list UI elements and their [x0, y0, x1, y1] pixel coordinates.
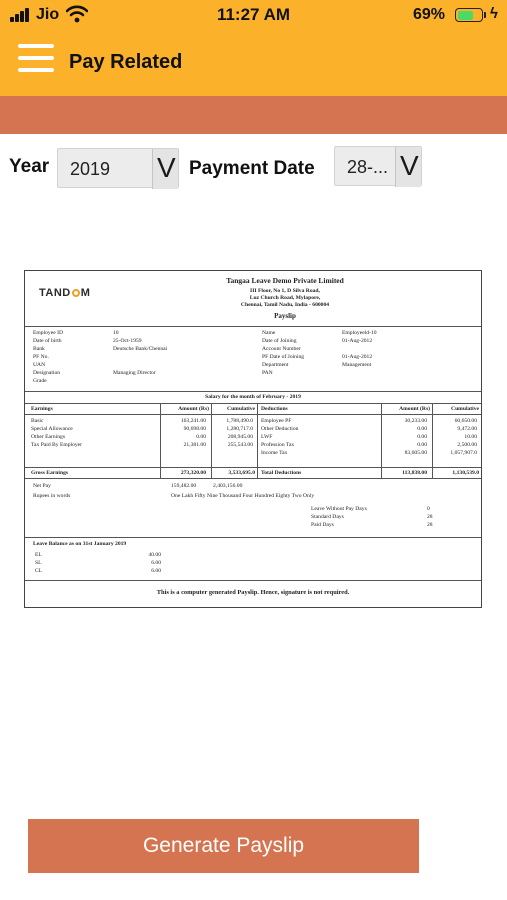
days-value: 28 [427, 514, 433, 520]
deduction-amount: 30,233.00 [404, 418, 427, 424]
deductions-cumulative-header: Cumulative [451, 406, 479, 412]
total-deductions-label: Total Deductions [261, 470, 302, 476]
payslip-footer-note: This is a computer generated Payslip. Hence, signature is not required. [156, 589, 350, 596]
charging-icon: ϟ [490, 5, 498, 22]
deductions-amount-header: Amount (Rs) [399, 406, 430, 412]
earning-cumulative: 255,543.00 [227, 442, 253, 448]
leave-type: SL [35, 560, 42, 566]
divider [25, 580, 481, 581]
company-address-line: Luz Church Road, Mylapore, [249, 295, 321, 301]
menu-icon[interactable] [18, 44, 54, 72]
payment-date-label: Payment Date [189, 158, 315, 179]
battery-icon [455, 8, 483, 22]
earning-amount: 90,698.00 [183, 426, 206, 432]
divider [25, 403, 481, 404]
deduction-cumulative: 2,500.00 [457, 442, 477, 448]
info-value: Employeeld-10 [342, 330, 377, 336]
info-label: Account Number [262, 346, 301, 352]
info-label: Employee ID [33, 330, 63, 336]
deduction-name: Profession Tax [261, 442, 295, 448]
generate-payslip-button[interactable]: Generate Payslip [28, 819, 419, 873]
info-value: 01-Aug-2012 [342, 354, 373, 360]
total-deductions-cumulative: 1,130,539.0 [452, 470, 479, 476]
info-value: Deutsche Bank/Chennai [113, 346, 168, 352]
gross-earnings-amount: 273,320.00 [180, 470, 206, 476]
divider [25, 391, 481, 392]
deduction-cumulative: 60,650.00 [454, 418, 477, 424]
salary-period: Salary for the month of February - 2019 [205, 394, 301, 400]
days-value: 28 [427, 522, 433, 528]
year-dropdown[interactable] [57, 148, 179, 188]
deduction-name: Other Deduction [261, 426, 299, 432]
earning-name: Special Allowance [31, 426, 73, 432]
days-value: 0 [427, 506, 430, 512]
info-label: PAN [262, 370, 273, 376]
days-label: Standard Days [311, 514, 344, 520]
company-address-line: Chennai, Tamil Nadu, India - 600004 [240, 302, 330, 308]
deductions-header: Deductions [261, 406, 288, 412]
year-label: Year [9, 156, 50, 177]
net-pay-amount: 159,482.00 [171, 483, 197, 489]
divider [25, 537, 481, 538]
chevron-down-icon[interactable]: V [395, 147, 421, 187]
leave-balance-title: Leave Balance as on 31st January 2019 [33, 541, 127, 547]
net-pay-cumulative: 2,403,156.00 [213, 483, 243, 489]
info-label: UAN [33, 362, 46, 368]
company-address-line: III Floor, No 1, D Silva Road, [250, 288, 320, 294]
company-logo: TAND M [39, 287, 91, 299]
net-pay-label: Net Pay [33, 483, 51, 489]
info-value: 25-Oct-1959 [113, 338, 142, 344]
status-bar [0, 0, 507, 32]
earning-cumulative: 208,945.00 [227, 434, 253, 440]
deduction-amount: 0.00 [417, 434, 427, 440]
deduction-name: Employee PF [261, 418, 292, 424]
earning-cumulative: 1,788,490.0 [226, 418, 253, 424]
column-divider [257, 403, 258, 478]
accent-band [0, 96, 507, 134]
info-value: Managing Director [113, 370, 156, 376]
divider [25, 414, 481, 415]
chevron-down-icon[interactable]: V [152, 149, 178, 189]
info-label: PF No. [33, 354, 49, 360]
divider [25, 467, 481, 468]
payslip-preview [24, 270, 482, 608]
total-deductions-amount: 113,838.00 [402, 470, 427, 476]
info-label: PF Date of Joining [262, 354, 305, 360]
earning-cumulative: 1,280,717.0 [226, 426, 253, 432]
earnings-cumulative-header: Cumulative [227, 406, 255, 412]
deduction-amount: 0.00 [417, 426, 427, 432]
days-label: Paid Days [311, 522, 334, 528]
info-value: 01-Aug-2012 [342, 338, 373, 344]
earning-name: Tax Paid By Employer [31, 442, 83, 448]
earning-amount: 163,241.00 [180, 418, 206, 424]
info-label: Date of birth [33, 338, 62, 344]
divider [25, 478, 481, 479]
leave-type: EL [35, 552, 42, 558]
payslip-heading: Payslip [274, 312, 296, 320]
info-label: Bank [33, 346, 45, 352]
column-divider [160, 403, 161, 478]
deduction-cumulative: 10.00 [464, 434, 477, 440]
info-label: Name [262, 330, 276, 336]
battery-nub [484, 12, 486, 18]
payment-date-value: 28-... [347, 157, 389, 177]
days-label: Leave Without Pay Days [311, 506, 367, 512]
earning-name: Basic [31, 418, 44, 424]
earnings-amount-header: Amount (Rs) [178, 406, 209, 412]
divider [25, 326, 481, 327]
clock: 11:27 AM [216, 5, 291, 24]
leave-value: 6.00 [151, 560, 161, 566]
carrier-name: Jio [36, 6, 60, 23]
deduction-cumulative: 9,472.00 [457, 426, 477, 432]
payment-date-dropdown[interactable] [334, 146, 422, 186]
deduction-amount: 0.00 [417, 442, 427, 448]
earnings-header: Earnings [31, 406, 53, 412]
earning-amount: 0.00 [196, 434, 206, 440]
earning-name: Other Earnings [31, 434, 66, 440]
year-value: 2019 [70, 159, 111, 179]
earning-amount: 21,381.00 [183, 442, 206, 448]
column-divider [211, 403, 212, 478]
info-label: Department [262, 362, 289, 368]
column-divider [432, 403, 433, 478]
info-value: Management [342, 362, 372, 368]
leave-value: 6.00 [151, 568, 161, 574]
rupees-in-words-label: Rupees in words [33, 493, 71, 499]
column-divider [381, 403, 382, 478]
deduction-amount: 83,605.00 [404, 450, 427, 456]
battery-percent: 69% [413, 6, 446, 23]
info-label: Grade [33, 378, 47, 384]
leave-type: CL [35, 568, 43, 574]
gross-earnings-cumulative: 3,533,695.0 [228, 470, 255, 476]
deduction-cumulative: 1,057,907.0 [450, 450, 477, 456]
info-label: Date of Joining [262, 338, 297, 344]
rupees-in-words-value: One Lakh Fifty Nine Thousand Four Hundred Eighty Two Only [171, 493, 315, 499]
app-header [0, 0, 507, 96]
deduction-name: LWF [261, 434, 273, 440]
gross-earnings-label: Gross Earnings [31, 470, 69, 476]
company-name: Tangaa Leave Demo Private Limited [226, 276, 344, 285]
info-value: 10 [113, 330, 119, 336]
deduction-name: Income Tax [261, 450, 288, 456]
leave-value: 40.00 [148, 552, 161, 558]
page-title: Pay Related [69, 51, 183, 73]
info-label: Designation [33, 370, 61, 376]
